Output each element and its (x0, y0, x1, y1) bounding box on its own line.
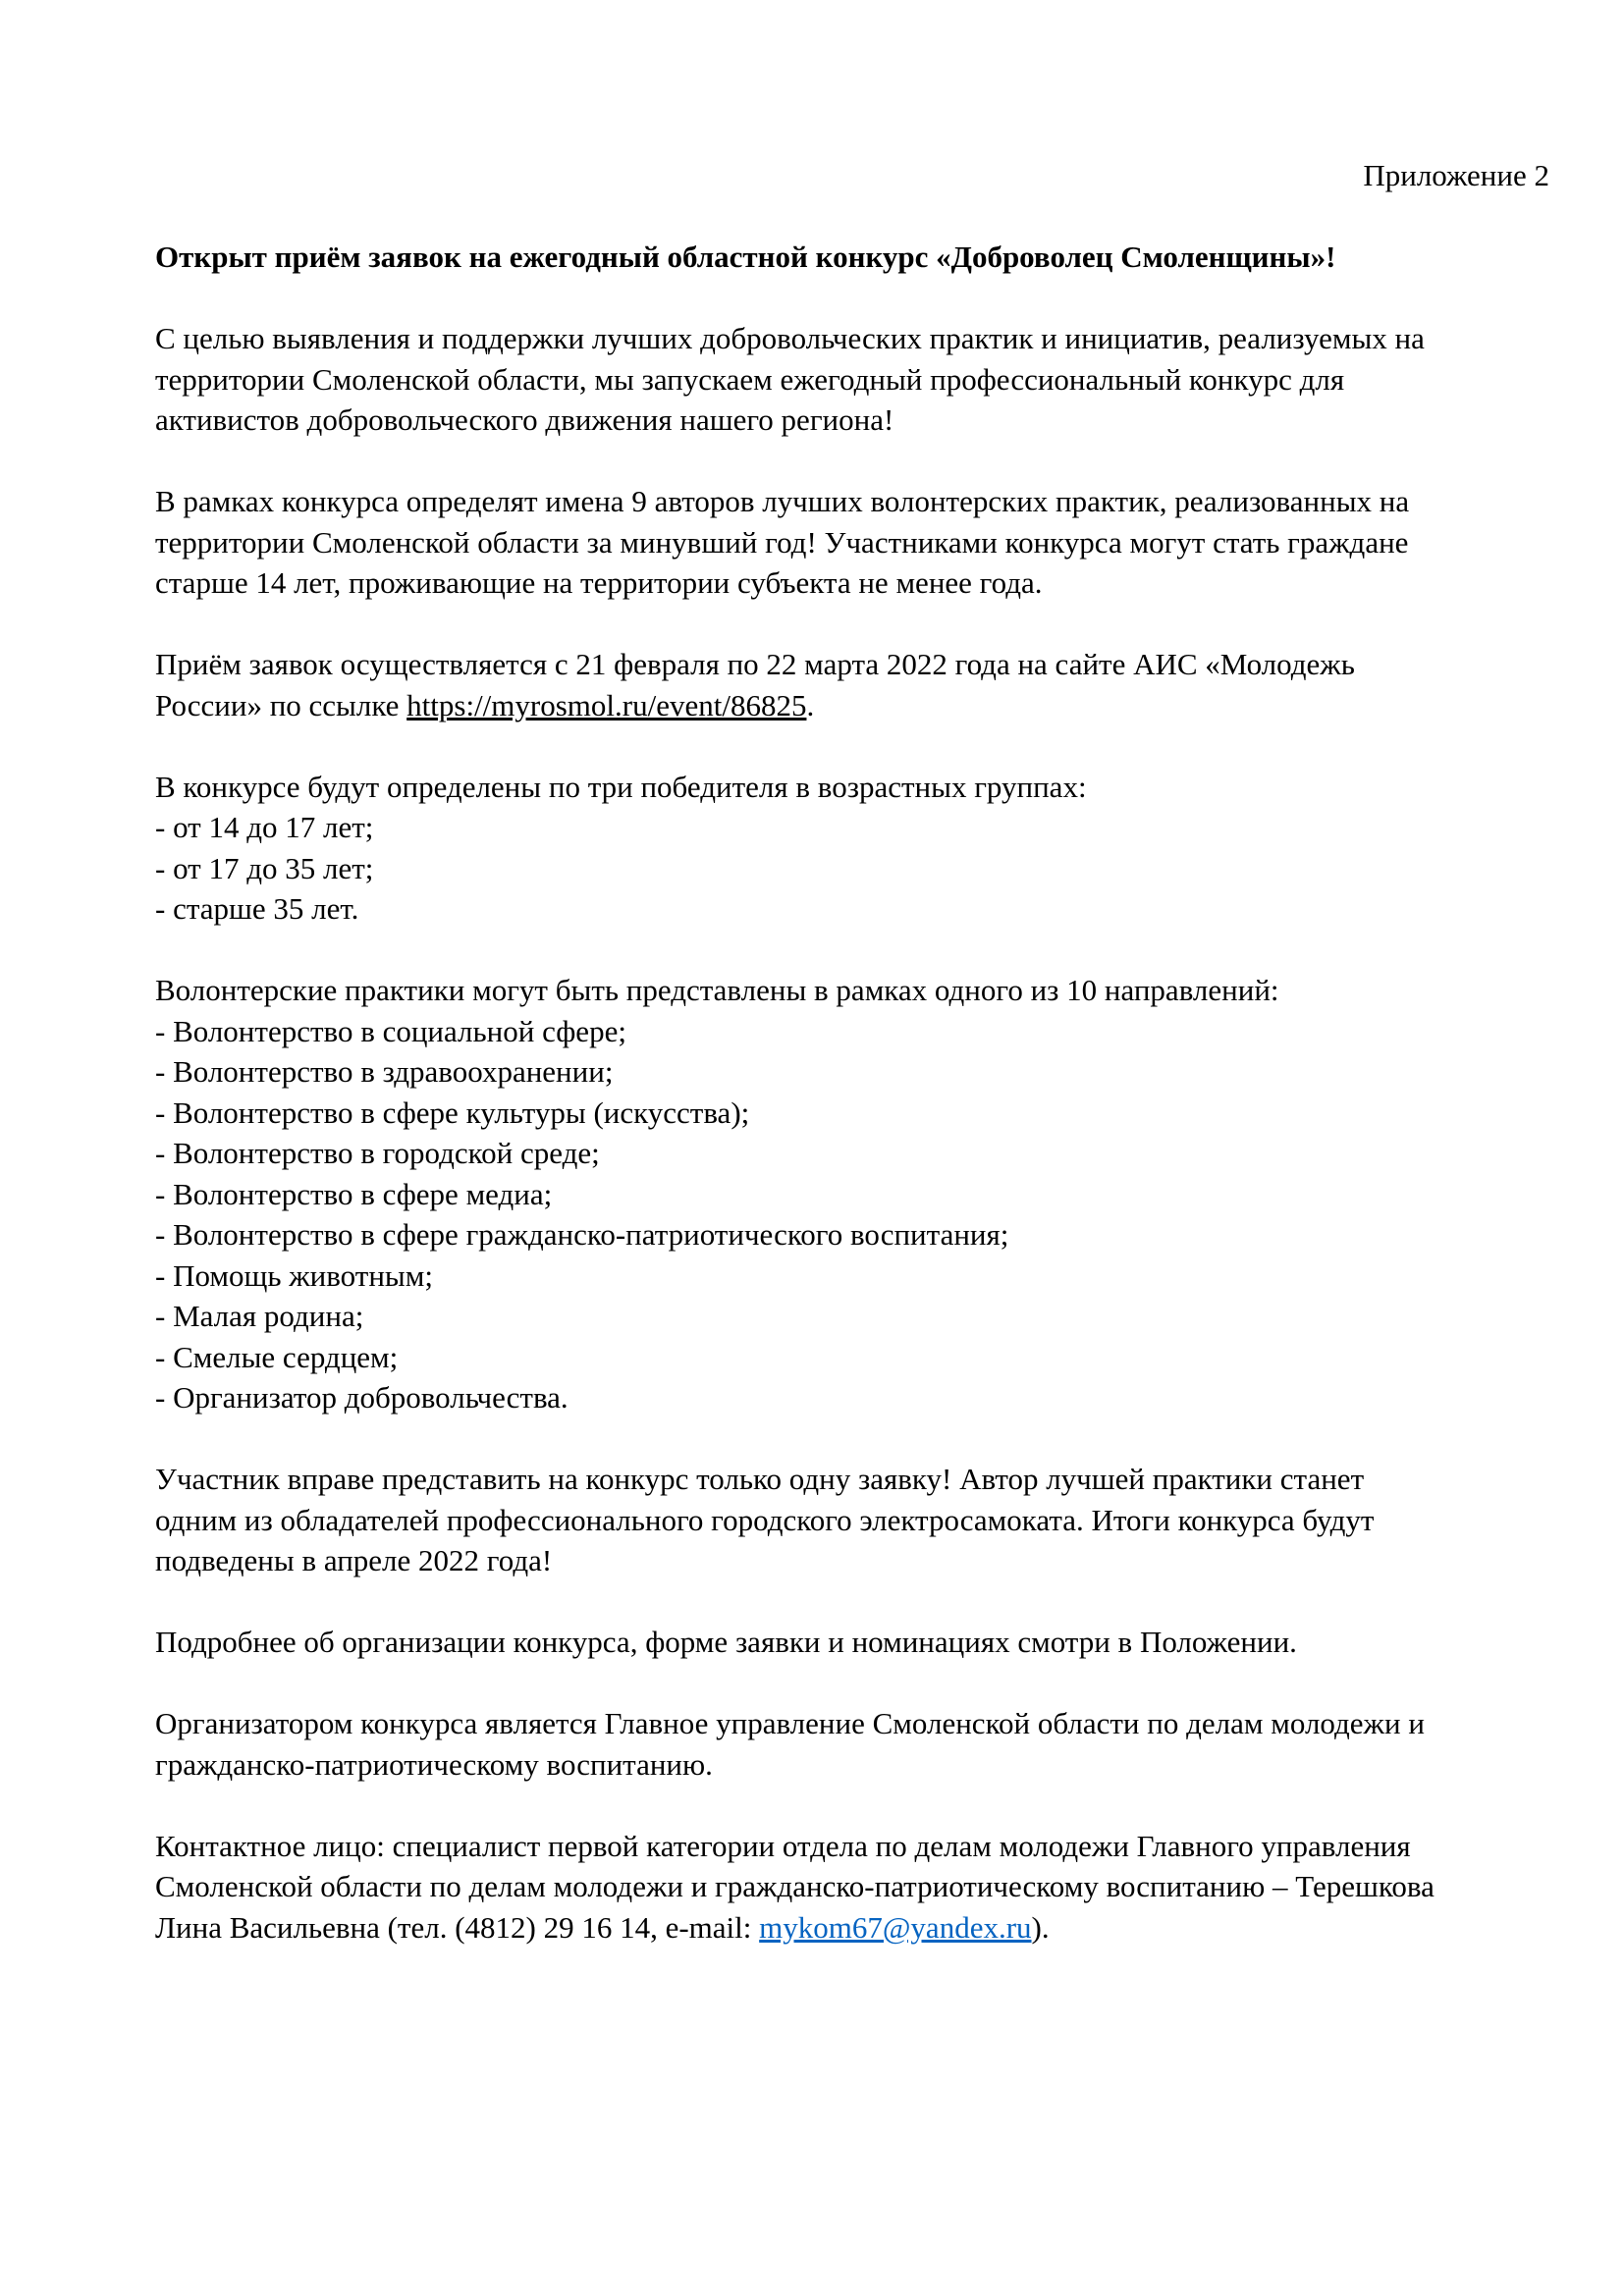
event-link[interactable]: https://myrosmol.ru/event/86825 (406, 687, 807, 722)
authors-line: В рамках конкурса определят имена 9 авторов лучших волонтерских практик, реализованных на (155, 484, 1410, 518)
organizer-line: гражданско-патриотическому воспитанию. (155, 1746, 713, 1782)
direction-item: - Волонтерство в городской среде; (155, 1136, 600, 1170)
direction-item: - Волонтерство в здравоохранении; (155, 1054, 614, 1089)
direction-item: - Волонтерство в сфере гражданско-патриотического воспитания; (155, 1217, 1009, 1252)
direction-item: - Смелые сердцем; (155, 1339, 399, 1374)
intro-line: С целью выявления и поддержки лучших добровольческих практик и инициатив, реализуемых на (155, 321, 1425, 355)
direction-item: - Волонтерство в социальной сфере; (155, 1013, 626, 1048)
applications-paragraph (155, 644, 1549, 725)
applications-suffix: . (806, 687, 815, 722)
contact-line: Смоленской области по делам молодежи и гражданско-патриотическому воспитанию – Терешкова (155, 1869, 1435, 1903)
direction-item: - Организатор добровольчества. (155, 1380, 568, 1415)
document-heading: Открыт приём заявок на ежегодный областной конкурс «Доброволец Смоленщины»! (155, 240, 1336, 274)
prize-line: Участник вправе представить на конкурс только одну заявку! Автор лучшей практики станет (155, 1462, 1365, 1496)
authors-line: территории Смоленской области за минувший год! Участниками конкурса могут стать граждане (155, 524, 1409, 560)
organizer-line: Организатором конкурса является Главное управление Смоленской области по делам молодежи и (155, 1706, 1425, 1740)
directions-paragraph (155, 970, 1549, 1418)
direction-item: - Малая родина; (155, 1299, 364, 1333)
organizer-paragraph (155, 1703, 1549, 1785)
authors-line: старше 14 лет, проживающие на территории субъекта не менее года. (155, 565, 1043, 600)
age-groups-paragraph (155, 767, 1549, 930)
prize-line: одним из обладателей профессионального городского электросамоката. Итоги конкурса будут (155, 1502, 1375, 1537)
authors-paragraph (155, 481, 1549, 604)
document-body (155, 155, 1549, 1948)
prize-line: подведены в апреле 2022 года! (155, 1543, 553, 1577)
applications-line-link (155, 685, 1549, 726)
prize-paragraph (155, 1459, 1549, 1581)
age-group-item: - от 17 до 35 лет; (155, 850, 374, 885)
intro-paragraph (155, 318, 1549, 441)
email-link[interactable]: mykom67@yandex.ru (759, 1909, 1032, 1945)
age-group-item: - старше 35 лет. (155, 891, 359, 926)
age-groups-intro: В конкурсе будут определены по три победителя в возрастных группах: (155, 769, 1087, 804)
age-group-item: - от 14 до 17 лет; (155, 810, 374, 844)
intro-line: территории Смоленской области, мы запускаем ежегодный профессиональный конкурс для (155, 361, 1345, 397)
contact-suffix: ). (1031, 1909, 1050, 1945)
applications-line: Приём заявок осуществляется с 21 февраля по 22 марта 2022 года на сайте АИС «Молодежь (155, 647, 1355, 681)
contact-line: Контактное лицо: специалист первой категории отдела по делам молодежи Главного управления (155, 1828, 1411, 1863)
appendix-label: Приложение 2 (1363, 158, 1549, 192)
contact-line-email (155, 1907, 1549, 1949)
contact-paragraph (155, 1826, 1549, 1949)
applications-prefix: России» по ссылке (155, 687, 407, 722)
direction-item: - Помощь животным; (155, 1257, 433, 1293)
direction-item: - Волонтерство в сфере медиа; (155, 1176, 553, 1211)
details-paragraph: Подробнее об организации конкурса, форме заявки и номинациях смотри в Положении. (155, 1625, 1297, 1659)
intro-line: активистов добровольческого движения нашего региона! (155, 402, 894, 437)
contact-prefix: Лина Васильевна (тел. (4812) 29 16 14, e-mail: (155, 1909, 760, 1945)
direction-item: - Волонтерство в сфере культуры (искусства); (155, 1095, 750, 1130)
directions-intro: Волонтерские практики могут быть представлены в рамках одного из 10 направлений: (155, 973, 1279, 1007)
